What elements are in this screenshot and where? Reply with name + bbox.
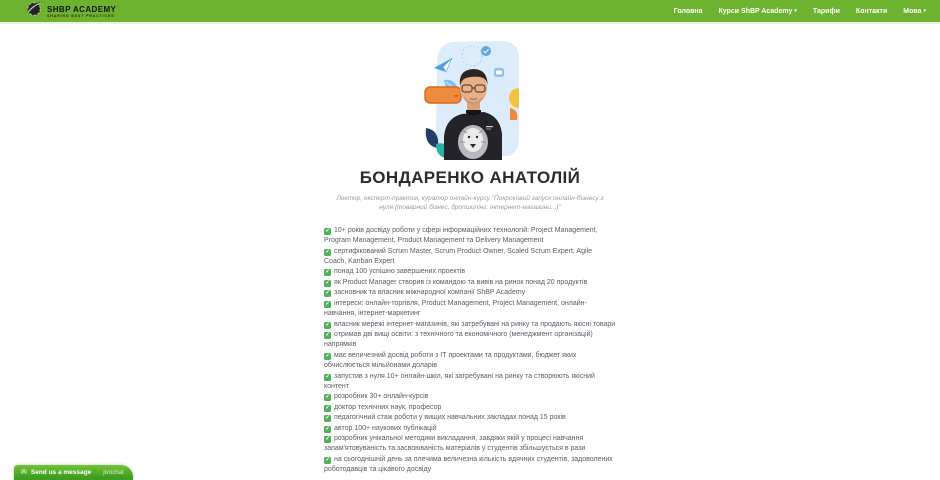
check-icon: ✓ bbox=[325, 321, 330, 328]
nav-item-pricing[interactable]: Тарифи bbox=[812, 7, 840, 15]
chevron-down-icon: ▾ bbox=[794, 8, 797, 14]
page-title: БОНДАРЕНКО АНАТОЛІЙ bbox=[359, 168, 581, 187]
check-icon: ✓ bbox=[325, 331, 330, 338]
profile-fact-item: ✓ як Product Manager створив із командою та вивів на ринок понад 20 продуктів bbox=[325, 278, 588, 286]
profile-fact-item: ✓ розробник унікальної методики викладання, завдяки якій у процесі навчання запам'ятовуваність та засвоюваність матеріалів у студентів збільшується в рази bbox=[324, 434, 586, 453]
profile-fact-item: ✓ запустив з нуля 10+ онлайн-шкіл, які затребувані на ринку та створюють якісний контент bbox=[324, 372, 595, 390]
main-content bbox=[170, 36, 770, 476]
check-icon: ✓ bbox=[325, 435, 330, 442]
check-icon: ✓ bbox=[325, 300, 330, 307]
profile-fact-item: ✓ доктор технічних наук, професор bbox=[325, 403, 442, 411]
profile-photo bbox=[422, 36, 519, 160]
profile-fact-item: ✓ на сьогоднішній день за плечима величезна кількість вдячних студентів, задоволених роботодавців та цікавого досвіду bbox=[324, 455, 613, 474]
check-icon: ✓ bbox=[325, 269, 330, 276]
profile-fact-item: ✓ інтереси: онлайн-торгівля, Product Management, Project Management, онлайн-навчання, інтернет-маркетинг bbox=[324, 299, 587, 318]
check-icon: ✓ bbox=[325, 415, 330, 422]
profile-fact-item: ✓ розробник 30+ онлайн-курсів bbox=[325, 393, 429, 401]
nav-item-contacts[interactable]: Контакти bbox=[855, 7, 888, 15]
check-icon: ✓ bbox=[325, 373, 330, 380]
check-icon: ✓ bbox=[325, 352, 330, 359]
check-icon: ✓ bbox=[325, 394, 330, 401]
check-icon: ✓ bbox=[325, 456, 330, 463]
profile-fact-item: ✓ отримав дві вищі освіти: з технічного та економічного (менеджмент організацій) напрямків bbox=[324, 330, 593, 349]
profile-fact-item: ✓ сертифікований Scrum Master, Scrum Product Owner, Scaled Scrum Expert, Agile Coach, Kanban Expert bbox=[324, 247, 593, 266]
main-nav bbox=[674, 8, 926, 15]
logo-title: SHBP ACADEMY bbox=[47, 4, 117, 14]
chat-widget[interactable] bbox=[14, 465, 133, 480]
logo-text bbox=[47, 5, 116, 18]
logo-globe-icon bbox=[26, 0, 43, 22]
chat-widget-brand: jivochat bbox=[103, 469, 124, 476]
chevron-down-icon: ▾ bbox=[923, 8, 926, 14]
check-icon: ✓ bbox=[325, 425, 330, 432]
logo[interactable] bbox=[26, 0, 116, 22]
check-icon: ✓ bbox=[325, 279, 330, 286]
profile-fact-item: ✓ автор 100+ наукових публікацій bbox=[325, 424, 437, 432]
logo-tagline: SHARING BEST PRACTICES bbox=[47, 13, 115, 18]
check-icon: ✓ bbox=[325, 248, 330, 255]
profile-fact-item: ✓ понад 100 успішно завершених проектів bbox=[325, 268, 466, 276]
profile-fact-item: ✓ педагогічний стаж роботи у вищих навчальних закладах понад 15 років bbox=[325, 414, 566, 422]
profile-fact-item: ✓ власник мережі інтернет-магазинів, які затребувані на ринку та продають якісні товари bbox=[325, 320, 616, 328]
nav-item-courses[interactable]: Курси ShBP Academy ▾ bbox=[718, 7, 797, 15]
profile-subtitle: Лектор, експерт-практик, куратор онлайн-курсу "Покроковий запуск онлайн-бізнесу з нуля (товарний бізнес, дропшипінг, інтернет-магазини...)" bbox=[336, 195, 604, 212]
check-icon: ✓ bbox=[325, 404, 330, 411]
nav-item-language[interactable]: Мова ▾ bbox=[903, 7, 926, 15]
profile-photo-illustration bbox=[422, 36, 519, 160]
check-icon: ✓ bbox=[325, 227, 330, 234]
profile-fact-item: ✓ засновник та власник міжнародної компанії ShBP Academy bbox=[325, 289, 526, 297]
profile-fact-item: ✓ 10+ років досвіду роботи у сфері інформаційних технологій: Project Management, Program Management, Product Management та Delivery Management bbox=[324, 226, 598, 245]
nav-item-home[interactable]: Головна bbox=[673, 7, 703, 15]
check-icon: ✓ bbox=[325, 290, 330, 297]
site-header bbox=[0, 0, 940, 24]
envelope-icon: ✉ bbox=[21, 469, 27, 476]
chat-widget-label: Send us a message bbox=[30, 469, 92, 476]
profile-facts-list bbox=[324, 226, 616, 476]
profile-fact-item: ✓ має величезний досвід роботи з ІТ проектами та продуктами, бюджет яких обчислюється мільйонами доларів bbox=[324, 351, 577, 370]
